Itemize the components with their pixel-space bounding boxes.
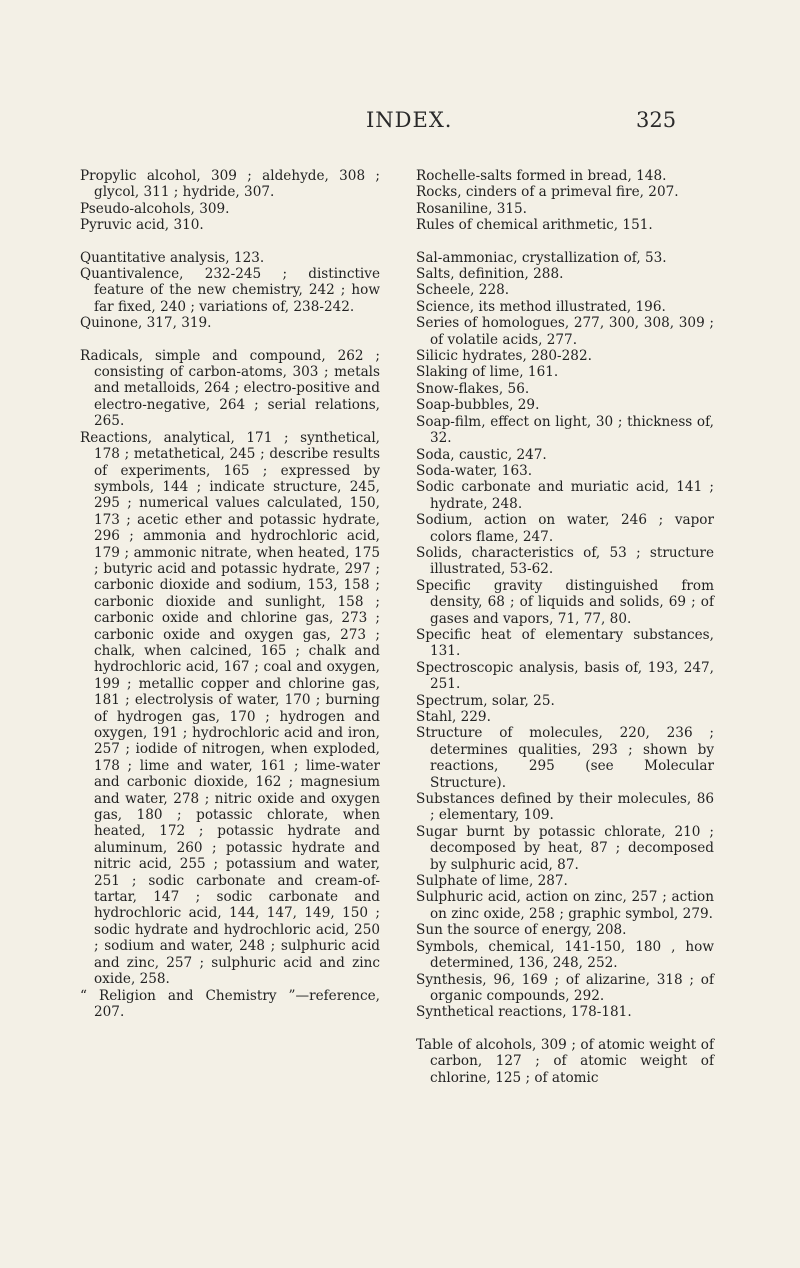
index-entry: Snow-flakes, 56. [416, 380, 530, 397]
index-entry: Propylic alcohol, 309 ; aldehyde, 308 ; glycol, 311 ; hydride, 307. [80, 168, 380, 201]
index-entry: Rocks, cinders of a primeval fire, 207. [416, 184, 679, 201]
index-entry: Sulphuric acid, action on zinc, 257 ; action on zinc oxide, 258 ; graphic symbol, 279. [416, 889, 714, 922]
section-gap [416, 234, 714, 250]
index-entry: Pyruvic acid, 310. [80, 217, 204, 234]
index-entry: Rochelle-salts formed in bread, 148. [416, 168, 667, 184]
index-entry: Synthetical reactions, 178-181. [416, 1004, 632, 1021]
index-entry: Quantitative analysis, 123. [80, 249, 265, 266]
index-entry: Substances defined by their molecules, 86 ; elementary, 109. [416, 791, 714, 824]
section-gap [80, 234, 380, 250]
index-entry: Sulphate of lime, 287. [416, 873, 568, 890]
index-entry: Sugar burnt by potassic chlorate, 210 ; decomposed by heat, 87 ; decomposed by sulphuric acid, 87. [416, 823, 714, 873]
index-entry: Soap-bubbles, 29. [416, 397, 540, 414]
index-entry: Solids, characteristics of, 53 ; structure illustrated, 53-62. [416, 544, 714, 578]
index-entry: Sodium, action on water, 246 ; vapor colors flame, 247. [416, 512, 714, 545]
index-entry: Sun the source of energy, 208. [416, 922, 627, 939]
index-entry: Rules of chemical arithmetic, 151. [416, 217, 653, 234]
index-entry: Quinone, 317, 319. [80, 315, 212, 332]
index-entry: Stahl, 229. [416, 709, 491, 725]
index-entry: Soap-film, effect on light, 30 ; thickness of, 32. [416, 413, 714, 447]
index-entry: Specific gravity distinguished from density, 68 ; of liquids and solids, 69 ; of gases and vapors, 71, 77, 80. [416, 577, 714, 627]
index-entry: Pseudo-alcohols, 309. [80, 200, 230, 217]
index-entry: Slaking of lime, 161. [416, 364, 559, 381]
index-entry: Structure of molecules, 220, 236 ; determines qualities, 293 ; shown by reactions, 295 (see Molecular Structure). [416, 725, 714, 791]
section-gap [416, 1021, 714, 1037]
left-column [80, 168, 380, 1020]
index-entry: “ Religion and Chemistry ”—reference, 207. [80, 987, 380, 1020]
index-entry: Sodic carbonate and muriatic acid, 141 ; hydrate, 248. [416, 479, 714, 512]
index-entry: Soda-water, 163. [416, 462, 533, 479]
index-entry: Sal-ammoniac, crystallization of, 53. [416, 249, 667, 266]
index-entry: Quantivalence, 232-245 ; distinctive feature of the new chemistry, 242 ; how far fixed, 240 ; variations of, 238-242. [80, 266, 380, 315]
index-entry: Scheele, 228. [416, 282, 510, 299]
index-entry: Synthesis, 96, 169 ; of alizarine, 318 ; of organic compounds, 292. [416, 971, 714, 1004]
index-entry: Series of homologues, 277, 300, 308, 309 ; of volatile acids, 277. [416, 315, 714, 348]
page-title: INDEX. [366, 108, 453, 132]
index-entry: Spectrum, solar, 25. [416, 692, 555, 709]
index-entry: Radicals, simple and compound, 262 ; consisting of carbon-atoms, 303 ; metals and metalloids, 264 ; electro-positive and electro-negative, 264 ; serial relations, 265. [80, 347, 380, 430]
index-entry: Symbols, chemical, 141-150, 180 , how determined, 136, 248, 252. [416, 938, 714, 972]
index-entry: Specific heat of elementary substances, 131. [416, 626, 714, 660]
index-entry: Silicic hydrates, 280-282. [416, 348, 592, 365]
right-column [416, 168, 714, 1086]
index-entry: Rosaniline, 315. [416, 200, 528, 217]
section-gap [80, 332, 380, 348]
index-entry: Reactions, analytical, 171 ; synthetical, 178 ; metathetical, 245 ; describe results of experiments, 165 ; expressed by symbols, 144 ; indicate structure, 245, 295 ; numerical values calculated, 150, 173 ; acetic ether and potassic hydrate, 296 ; ammonia and hydrochloric acid, 179 ; ammonic nitrate, when heated, 175 ; butyric acid and potassic hydrate, 297 ; carbonic dioxide and sodium, 153, 158 ; carbonic dioxide and sunlight, 158 ; carbonic oxide and chlorine gas, 273 ; carbonic oxide and oxygen gas, 273 ; chalk, when calcined, 165 ; chalk and hydrochloric acid, 167 ; coal and oxygen, 199 ; metallic copper and chlorine gas, 181 ; electrolysis of water, 170 ; burning of hydrogen gas, 170 ; hydrogen and oxygen, 191 ; hydrochloric acid and iron, 257 ; iodide of nitrogen, when exploded, 178 ; lime and water, 161 ; lime-water and carbonic dioxide, 162 ; magnesium and water, 278 ; nitric oxide and oxygen gas, 180 ; potassic chlorate, when heated, 172 ; potassic hydrate and aluminum, 260 ; potassic hydrate and nitric acid, 255 ; potassium and water, 251 ; sodic carbonate and cream-of-tartar, 147 ; sodic carbonate and hydrochloric acid, 144, 147, 149, 150 ; sodic hydrate and hydrochloric acid, 250 ; sodium and water, 248 ; sulphuric acid and zinc, 257 ; sulphuric acid and zinc oxide, 258. [80, 429, 380, 988]
page-header [0, 108, 800, 138]
index-entry: Table of alcohols, 309 ; of atomic weight of carbon, 127 ; of atomic weight of chlorine, 125 ; of atomic [416, 1036, 714, 1086]
index-entry: Salts, definition, 288. [416, 266, 564, 283]
index-entry: Spectroscopic analysis, basis of, 193, 247, 251. [416, 659, 714, 693]
page-number: 325 [636, 108, 677, 132]
index-entry: Science, its method illustrated, 196. [416, 298, 666, 315]
index-entry: Soda, caustic, 247. [416, 446, 547, 463]
